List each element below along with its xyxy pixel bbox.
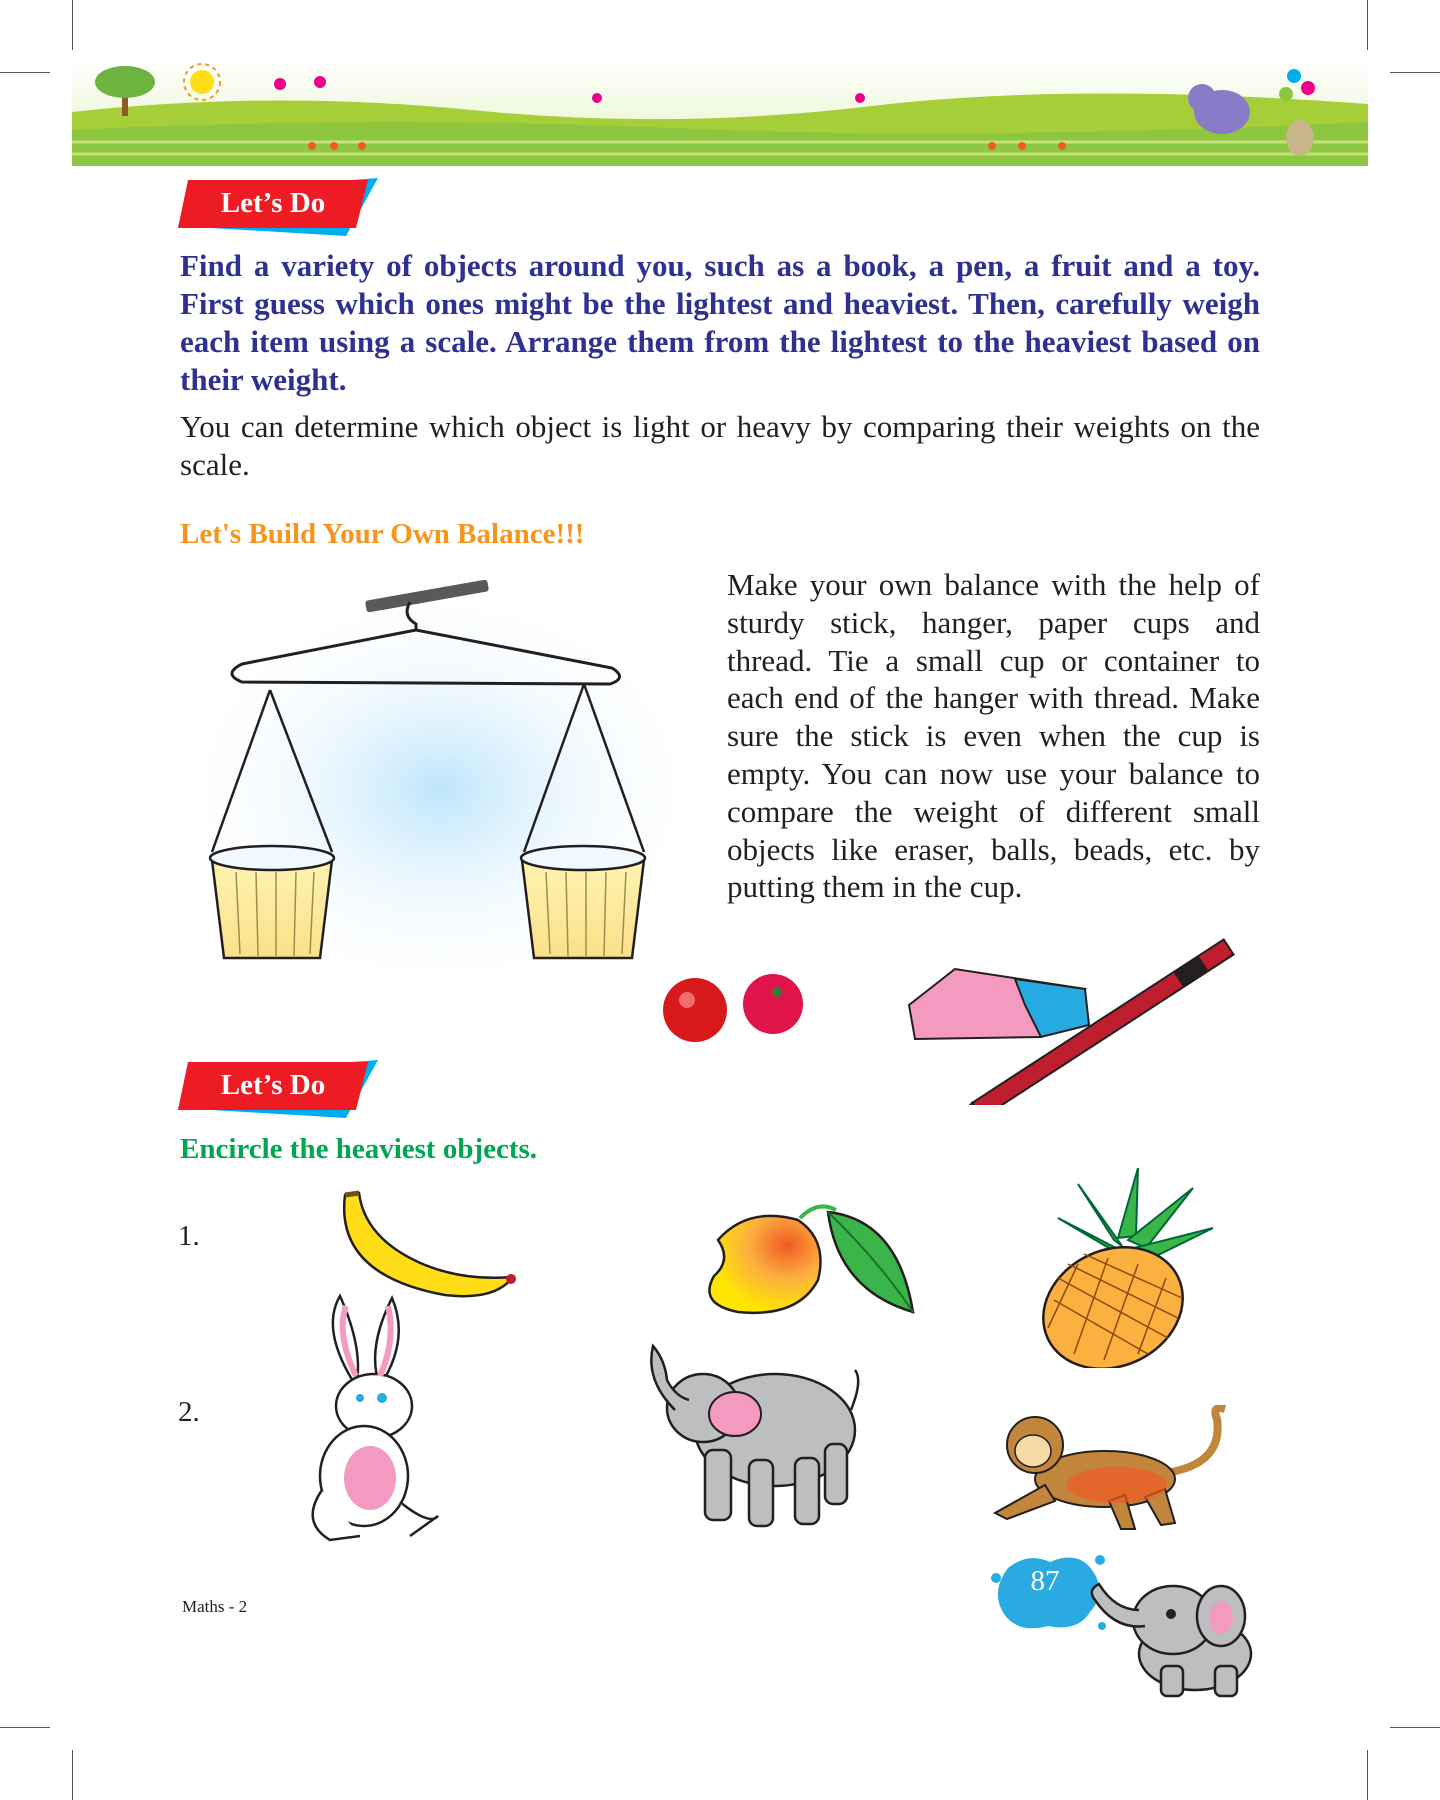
crop-mark bbox=[0, 1727, 50, 1728]
crop-mark bbox=[1367, 1750, 1368, 1800]
body-paragraph: You can determine which object is light or heavy by comparing their weights on the scale. bbox=[180, 409, 1260, 482]
rabbit-icon[interactable] bbox=[300, 1290, 450, 1550]
build-balance-heading: Let's Build Your Own Balance!!! bbox=[180, 518, 585, 550]
row-number: 2. bbox=[178, 1396, 200, 1428]
mascot-elephant-icon bbox=[1075, 1570, 1275, 1700]
elephant-icon[interactable] bbox=[645, 1340, 865, 1540]
hanger-balance-icon bbox=[170, 580, 710, 1000]
page-number: 87 bbox=[1030, 1565, 1060, 1597]
row-number: 1. bbox=[178, 1220, 200, 1252]
crop-mark bbox=[1390, 72, 1440, 73]
eraser-icon bbox=[909, 969, 1089, 1039]
crop-mark bbox=[72, 1750, 73, 1800]
paper-cup-icon bbox=[521, 846, 645, 958]
lets-do-tag bbox=[178, 1060, 378, 1122]
crop-mark bbox=[1390, 1727, 1440, 1728]
monkey-icon[interactable] bbox=[985, 1405, 1240, 1535]
beads-icon bbox=[655, 970, 815, 1050]
lets-do-label: Let’s Do bbox=[220, 187, 326, 219]
paper-cup-icon bbox=[210, 846, 334, 958]
banana-icon[interactable] bbox=[335, 1185, 520, 1305]
balance-instructions: Make your own balance with the help of sturdy stick, hanger, paper cups and thread. Tie a small cup or container to each end of the hanger with thread. Make sure the stick is even when the cup is empty. You can now use your balance to compare the weight of different small objects like eraser, balls, beads, etc. by putting them in the cup. bbox=[727, 567, 1260, 905]
activity-instruction: Find a variety of objects around you, such as a book, a pen, a fruit and a toy. First guess which ones might be the lightest and heaviest. Then, carefully weigh each item using a scale. Arrange them from the lightest to the heaviest based on their weight. bbox=[180, 248, 1260, 397]
lets-do-tag bbox=[178, 178, 378, 240]
crop-mark bbox=[72, 0, 73, 50]
eraser-pencil-icon bbox=[905, 935, 1265, 1105]
crop-mark bbox=[1367, 0, 1368, 50]
pineapple-icon[interactable] bbox=[1018, 1168, 1233, 1368]
encircle-heading: Encircle the heaviest objects. bbox=[180, 1133, 538, 1165]
header-banner bbox=[72, 60, 1368, 166]
mango-icon[interactable] bbox=[688, 1200, 918, 1320]
lets-do-label: Let’s Do bbox=[220, 1069, 326, 1101]
cat-icon bbox=[1286, 120, 1314, 156]
crop-mark bbox=[0, 72, 50, 73]
book-label: Maths - 2 bbox=[182, 1597, 248, 1616]
